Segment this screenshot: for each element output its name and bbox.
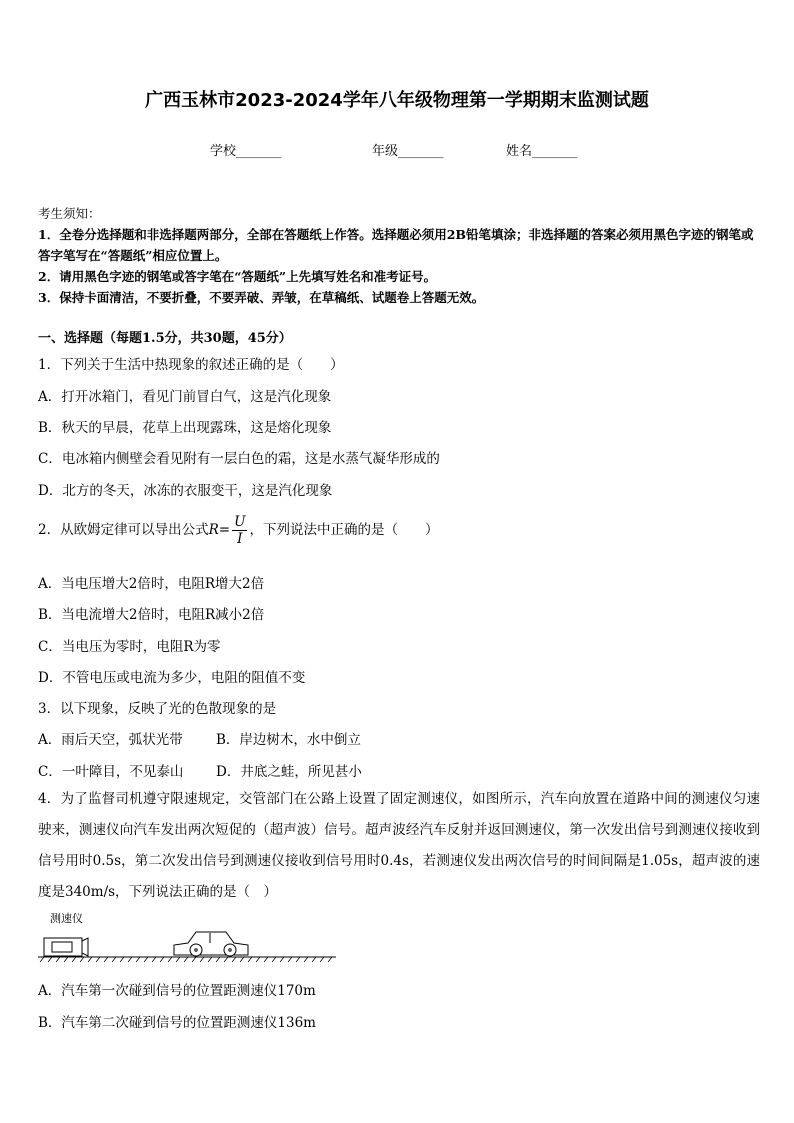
q2-stem-pre: 2．从欧姆定律可以导出公式 bbox=[38, 522, 209, 538]
q2-stem-post: ，下列说法中正确的是（ ） bbox=[249, 522, 439, 538]
q2-stem bbox=[38, 514, 758, 547]
q3-stem: 3．以下现象，反映了光的色散现象的是 bbox=[38, 701, 277, 717]
q1-stem: 1．下列关于生活中热现象的叙述正确的是（ ） bbox=[38, 357, 344, 373]
notice-item-1: 1．全卷分选择题和非选择题两部分，全部在答题纸上作答。选择题必须用2B铅笔填涂；非选择题的答案必须用黑色字迹的钢笔或答字笔写在“答题纸”相应位置上。 bbox=[38, 227, 754, 263]
ground-hatching bbox=[40, 957, 332, 962]
q2-formula-lhs: R= bbox=[208, 522, 231, 538]
radar-device-icon bbox=[44, 938, 82, 956]
page-title: 广西玉林市2023-2024学年八年级物理第一学期期末监测试题 bbox=[145, 90, 649, 111]
q2-option-c: C．当电压为零时，电阻R为零 bbox=[38, 639, 221, 655]
speed-radar-diagram bbox=[38, 910, 338, 970]
name-field: 姓名_______ bbox=[506, 144, 578, 159]
q2-option-a: A．当电压增大2倍时，电阻R增大2倍 bbox=[38, 576, 265, 592]
q1-option-a: A．打开冰箱门，看见门前冒白气，这是汽化现象 bbox=[38, 389, 332, 405]
school-field: 学校_______ bbox=[210, 144, 282, 159]
q3-option-c: C．一叶障目，不见泰山 bbox=[38, 764, 184, 780]
q1-option-b: B．秋天的早晨，花草上出现露珠，这是熔化现象 bbox=[38, 420, 332, 436]
section-heading: 一、选择题（每题1.5分，共30题，45分） bbox=[38, 331, 292, 346]
notice-item-2: 2．请用黑色字迹的钢笔或答字笔在“答题纸”上先填写姓名和准考证号。 bbox=[38, 269, 437, 284]
notice-item-3: 3．保持卡面清洁，不要折叠，不要弄破、弄皱，在草稿纸、试题卷上答题无效。 bbox=[38, 290, 485, 305]
student-info bbox=[0, 140, 794, 160]
q4-option-b: B．汽车第二次碰到信号的位置距测速仪136m bbox=[38, 1015, 316, 1031]
q2-formula-fraction bbox=[232, 514, 247, 547]
q2-option-d: D．不管电压或电流为多少，电阻的阻值不变 bbox=[38, 670, 306, 686]
q1-option-d: D．北方的冬天，冰冻的衣服变干，这是汽化现象 bbox=[38, 483, 333, 499]
q3-option-b: B．岸边树木，水中倒立 bbox=[216, 732, 361, 748]
q3-option-a: A．雨后天空，弧状光带 bbox=[38, 732, 183, 748]
grade-field: 年级_______ bbox=[372, 144, 444, 159]
car-icon bbox=[174, 932, 248, 956]
notice-block bbox=[38, 203, 758, 308]
q4-stem: 4．为了监督司机遵守限速规定，交管部门在公路上设置了固定测速仪，如图所示，汽车向放置在道路中间的测速仪匀速驶来，测速仪向汽车发出两次短促的（超声波）信号。超声波经汽车反射并返回测速仪，第一次发出信号到测速仪接收到信号用时0.5s，第二次发出信号到测速仪接收到信号用时0.4s，若测速仪发出两次信号的时间间隔是1.05s，超声波的速度是340m/s，下列说法正确的是（ ） bbox=[38, 791, 760, 900]
q2-option-b: B．当电流增大2倍时，电阻R减小2倍 bbox=[38, 607, 265, 623]
q2-formula-numerator: U bbox=[234, 514, 246, 530]
radar-label: 测速仪 bbox=[50, 912, 83, 925]
q3-option-d: D．井底之蛙，所见甚小 bbox=[216, 764, 362, 780]
notice-heading: 考生须知： bbox=[38, 206, 101, 221]
diagram-graphic bbox=[38, 910, 338, 970]
q2-formula-denominator: I bbox=[237, 531, 243, 547]
q4-option-a: A．汽车第一次碰到信号的位置距测速仪170m bbox=[38, 983, 316, 999]
q1-option-c: C．电冰箱内侧壁会看见附有一层白色的霜，这是水蒸气凝华形成的 bbox=[38, 451, 440, 467]
